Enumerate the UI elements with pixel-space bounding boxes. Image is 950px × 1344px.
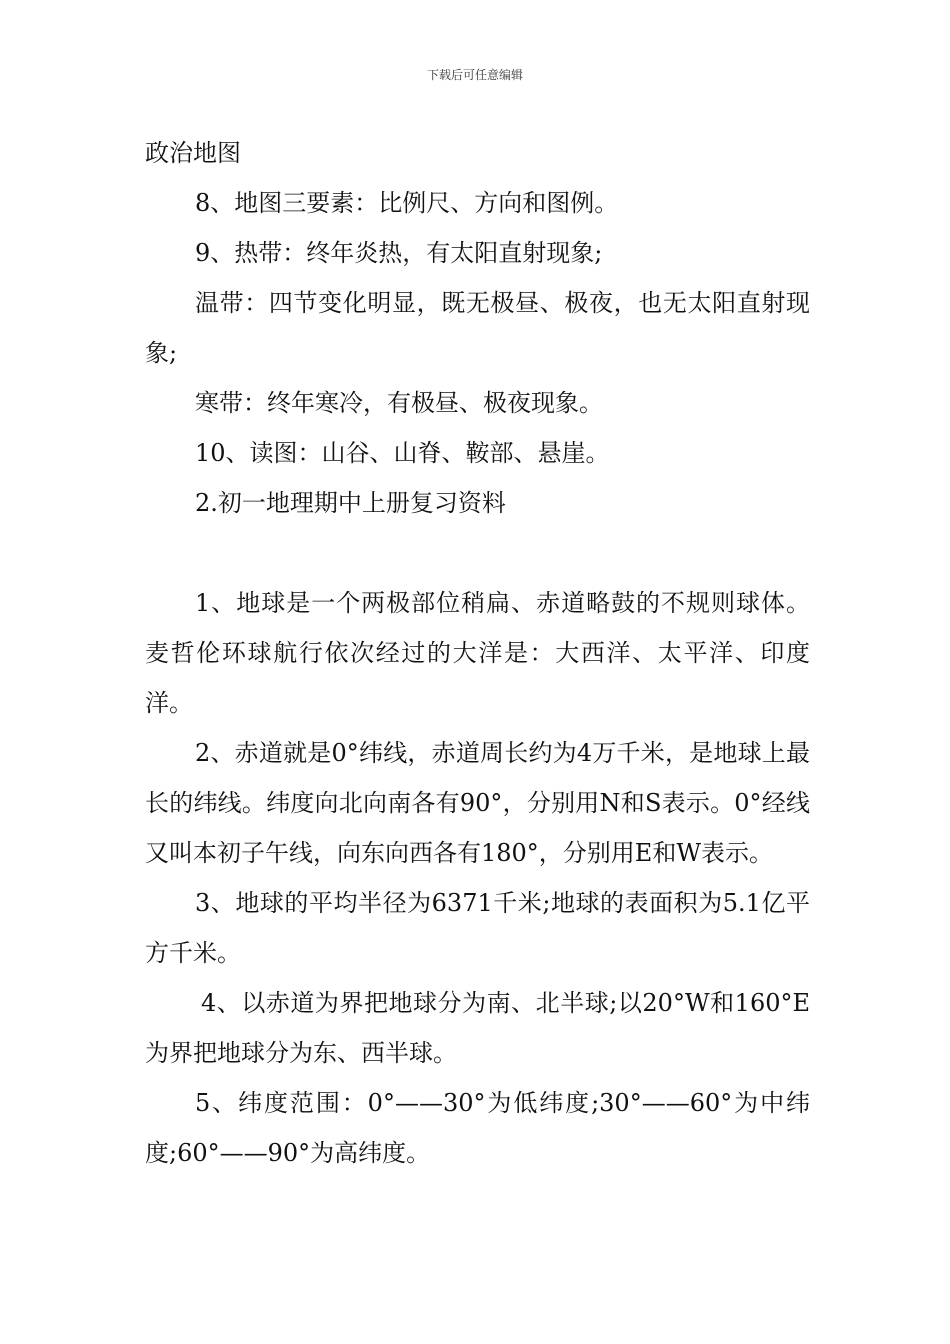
paragraph-earth-radius: 3、地球的平均半径为6371千米;地球的表面积为5.1亿平方千米。	[145, 889, 810, 967]
paragraph-map-reading: 10、读图：山谷、山脊、鞍部、悬崖。	[195, 439, 610, 467]
blank-line	[145, 528, 810, 578]
section-heading: 2.初一地理期中上册复习资料	[195, 489, 506, 517]
paragraph-tropical-zone: 9、热带：终年炎热，有太阳直射现象;	[195, 239, 603, 267]
document-body	[145, 128, 810, 1178]
paragraph-map-elements: 8、地图三要素：比例尺、方向和图例。	[195, 189, 619, 217]
paragraph-earth-shape: 1、地球是一个两极部位稍扁、赤道略鼓的不规则球体。麦哲伦环球航行依次经过的大洋是：大西洋、太平洋、印度洋。	[145, 589, 810, 717]
paragraph-latitude-ranges: 5、纬度范围：0°——30°为低纬度;30°——60°为中纬度;60°——90°为高纬度。	[145, 1089, 810, 1167]
paragraph-hemispheres: 4、以赤道为界把地球分为南、北半球;以20°W和160°E为界把地球分为东、西半球。	[145, 989, 810, 1067]
paragraph-frigid-zone: 寒带：终年寒冷，有极昼、极夜现象。	[195, 389, 603, 417]
paragraph-equator: 2、赤道就是0°纬线，赤道周长约为4万千米，是地球上最长的纬线。纬度向北向南各有90°，分别用N和S表示。0°经线又叫本初子午线，向东向西各有180°，分别用E和W表示。	[145, 739, 810, 867]
paragraph-political-map: 政治地图	[145, 139, 241, 167]
page-header: 下载后可任意编辑	[426, 68, 523, 82]
paragraph-temperate-zone: 温带：四节变化明显，既无极昼、极夜，也无太阳直射现象;	[145, 289, 810, 367]
